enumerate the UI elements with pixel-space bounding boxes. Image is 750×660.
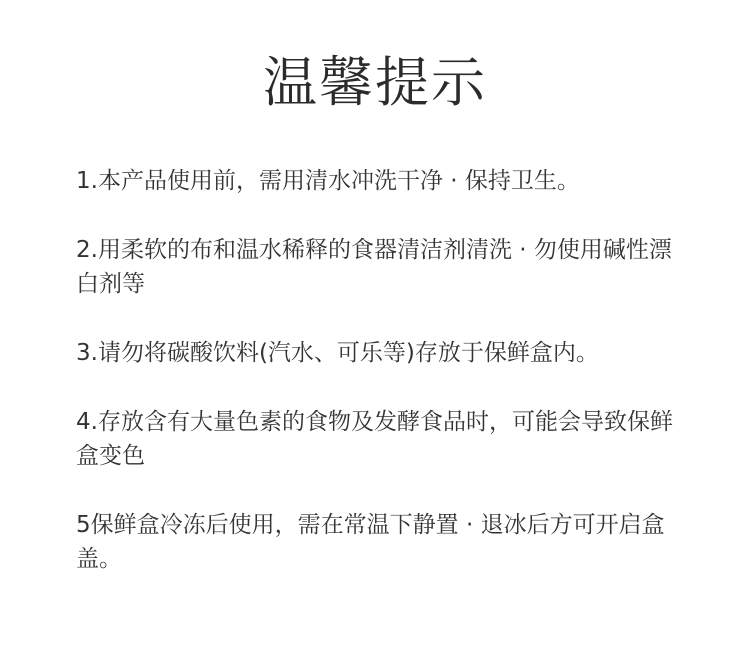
tip-item: 4.存放含有大量色素的食物及发酵食品时，可能会导致保鲜盒变色 [76,409,673,469]
page-title: 温馨提示 [263,51,487,114]
tip-item: 3.请勿将碳酸饮料(汽水、可乐等)存放于保鲜盒内。 [76,340,599,366]
tip-item: 1.本产品使用前，需用清水冲洗干净 · 保持卫生。 [76,168,580,194]
tips-list [76,164,686,611]
tip-item: 5保鲜盒冷冻后使用，需在常温下静置 · 退冰后方可开启盒盖。 [76,512,665,572]
tip-item: 2.用柔软的布和温水稀释的食器清洁剂清洗 · 勿使用碱性漂白剂等 [76,237,672,297]
